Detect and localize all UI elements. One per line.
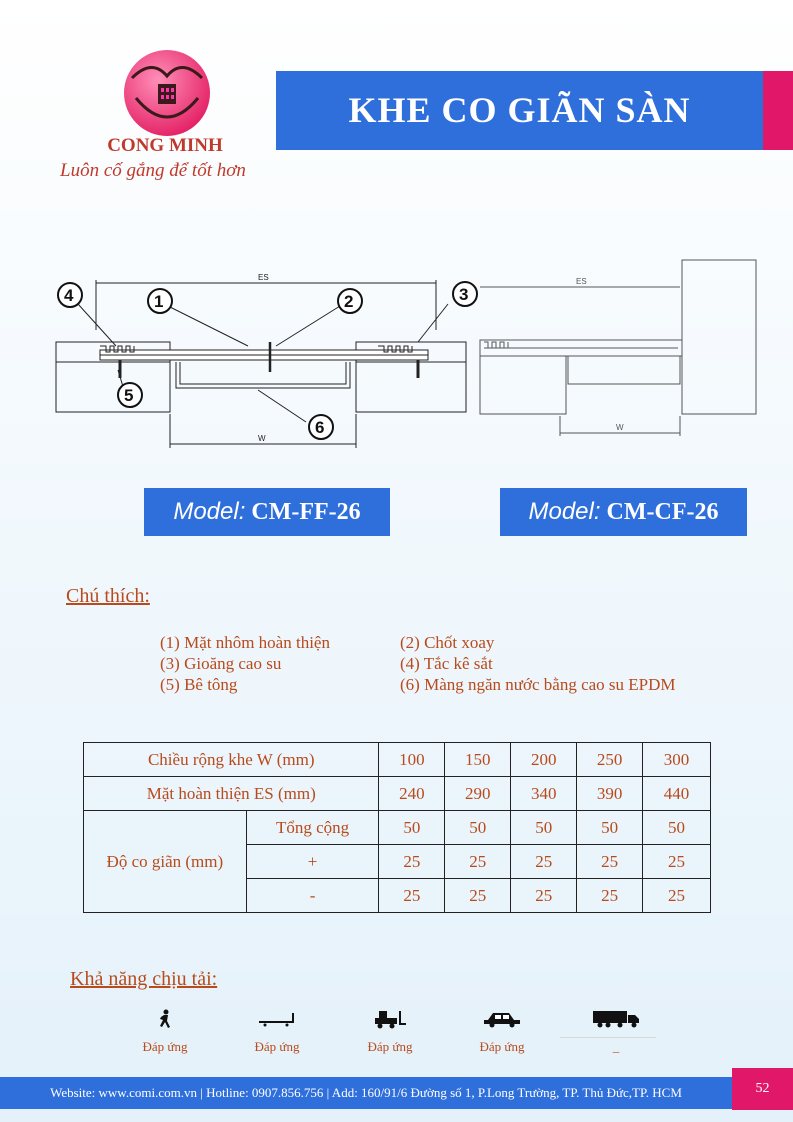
w-dimension-left: W — [258, 434, 266, 443]
model-cf-code: CM-CF-26 — [606, 499, 719, 525]
table-cell: 50 — [379, 811, 445, 845]
load-capacity-list — [110, 1005, 670, 1065]
legend-item: (2) Chốt xoay — [400, 633, 495, 652]
table-row — [84, 743, 711, 777]
load-item-truck — [576, 1005, 656, 1055]
width-label: Chiều rộng khe W (mm) — [84, 743, 379, 777]
table-cell: 100 — [379, 743, 445, 777]
table-cell: 300 — [643, 743, 711, 777]
table-cell: 200 — [511, 743, 577, 777]
car-icon — [482, 1010, 522, 1028]
table-cell: 390 — [577, 777, 643, 811]
legend-list — [160, 632, 760, 695]
model-cf-prefix: Model: — [528, 498, 601, 525]
table-cell: 25 — [379, 845, 445, 879]
table-cell: - — [246, 879, 379, 913]
legend-item: (4) Tắc kê sắt — [400, 654, 493, 673]
table-cell: 25 — [445, 879, 511, 913]
table-cell: Tổng cộng — [246, 811, 379, 845]
legend-item: (1) Mặt nhôm hoàn thiện — [160, 633, 330, 652]
legend-item: (3) Gioăng cao su — [160, 654, 282, 673]
legend-item: (6) Màng ngăn nước bằng cao su EPDM — [400, 675, 676, 694]
model-label-cf — [500, 488, 747, 536]
truck-icon — [592, 1009, 640, 1029]
es-dimension-left: ES — [258, 273, 269, 282]
model-label-ff — [144, 488, 390, 536]
load-status: Đáp ứng — [367, 1039, 413, 1054]
load-title: Khả năng chịu tải: — [70, 968, 218, 990]
table-row — [84, 777, 711, 811]
table-cell: 25 — [643, 879, 711, 913]
model-ff-code: CM-FF-26 — [251, 499, 361, 525]
callout-5-label: 5 — [124, 386, 134, 405]
es-dimension-right: ES — [576, 277, 587, 286]
slogan: Luôn cố gắng để tốt hơn — [60, 160, 246, 181]
w-dimension-right: W — [616, 423, 624, 432]
brand-name: CONG MINH — [107, 135, 223, 156]
table-cell: 50 — [511, 811, 577, 845]
table-row — [84, 811, 711, 845]
table-cell: 25 — [511, 879, 577, 913]
technical-drawing — [48, 250, 768, 450]
table-cell: 50 — [577, 811, 643, 845]
callout-2-label: 2 — [344, 292, 354, 311]
table-cell: 25 — [577, 879, 643, 913]
table-cell: 150 — [445, 743, 511, 777]
table-cell: 25 — [577, 845, 643, 879]
load-item-car — [462, 1005, 542, 1055]
callout-6-label: 6 — [315, 418, 325, 437]
company-logo — [122, 48, 212, 138]
forklift-icon — [373, 1009, 407, 1029]
table-cell: 50 — [643, 811, 711, 845]
table-cell: 50 — [445, 811, 511, 845]
page-number: 52 — [732, 1068, 793, 1110]
drawing-cm-ff-26 — [56, 273, 469, 448]
table-cell: 340 — [511, 777, 577, 811]
table-cell: 440 — [643, 777, 711, 811]
table-cell: 25 — [445, 845, 511, 879]
legend-title: Chú thích: — [66, 585, 150, 607]
load-item-trolley — [237, 1005, 317, 1055]
es-label: Mặt hoàn thiện ES (mm) — [84, 777, 379, 811]
title-accent — [763, 71, 793, 150]
load-item-pedestrian — [125, 1005, 205, 1055]
table-cell: 25 — [511, 845, 577, 879]
table-cell: + — [246, 845, 379, 879]
table-cell: 240 — [379, 777, 445, 811]
legend-item: (5) Bê tông — [160, 675, 238, 694]
spec-table — [83, 742, 711, 913]
pedestrian-icon — [155, 1009, 175, 1029]
trolley-icon — [257, 1011, 297, 1027]
table-cell: 290 — [445, 777, 511, 811]
page-title: KHE CO GIÃN SÀN — [348, 90, 691, 130]
load-status: Đáp ứng — [254, 1039, 300, 1054]
load-status: Đáp ứng — [479, 1039, 525, 1054]
callout-4-label: 4 — [64, 286, 74, 305]
model-ff-prefix: Model: — [173, 498, 246, 525]
footer: Website: www.comi.com.vn | Hotline: 0907.856.756 | Add: 160/91/6 Đường số 1, P.Long Trường, TP. Thủ Đức,TP. HCM — [0, 1077, 732, 1109]
load-status: Đáp ứng — [142, 1039, 188, 1054]
table-cell: 25 — [643, 845, 711, 879]
divider — [560, 1037, 656, 1038]
callout-1-label: 1 — [154, 292, 164, 311]
load-status: _ — [612, 1039, 620, 1054]
load-item-forklift — [350, 1005, 430, 1055]
drawing-cm-cf-26 — [480, 260, 756, 436]
table-cell: 250 — [577, 743, 643, 777]
table-cell: 25 — [379, 879, 445, 913]
movement-label: Độ co giãn (mm) — [84, 811, 247, 913]
callout-3-label: 3 — [459, 285, 469, 304]
